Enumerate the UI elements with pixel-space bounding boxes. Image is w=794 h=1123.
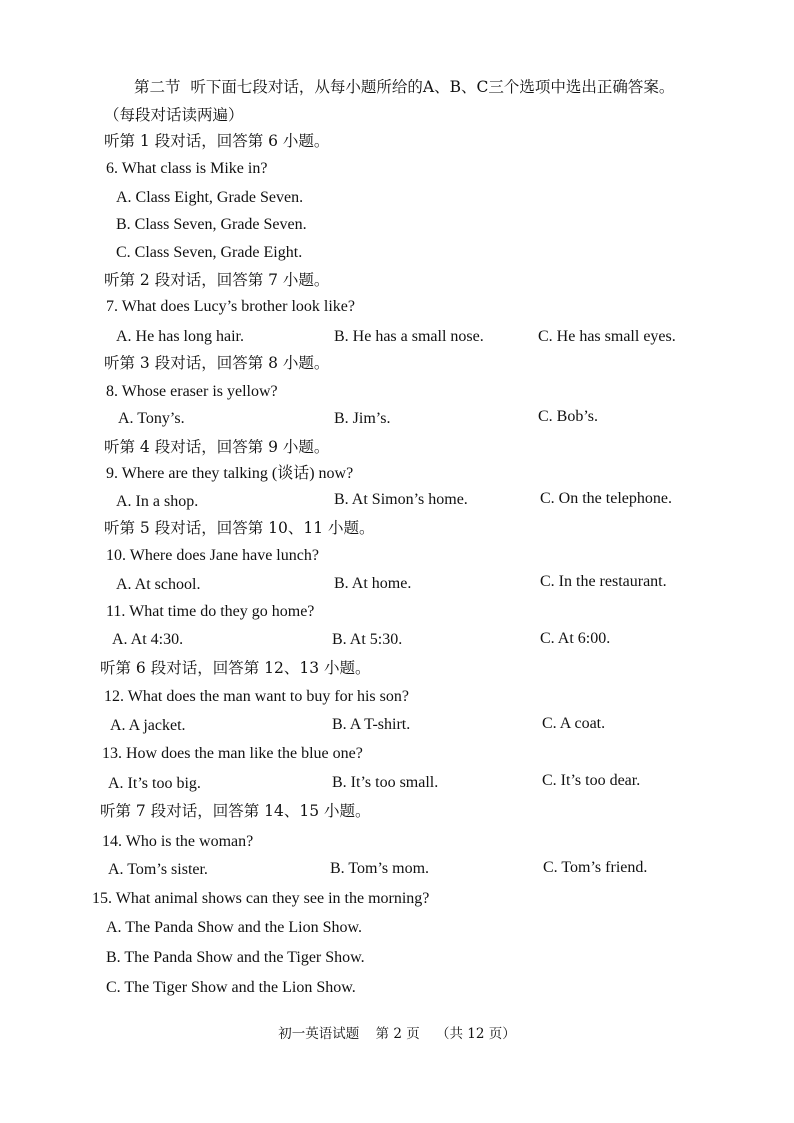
question-8: 8. Whose eraser is yellow? xyxy=(106,383,278,400)
q9-option-a: A. In a shop. xyxy=(116,493,199,510)
q12-option-a: A. A jacket. xyxy=(110,717,186,734)
q6-option-c: C. Class Seven, Grade Eight. xyxy=(116,244,303,261)
dialogue-instruction-6: 听第 6 段对话，回答第 12、13 小题。 xyxy=(100,659,371,677)
q7-option-a: A. He has long hair. xyxy=(116,328,244,345)
section-note: （每段对话读两遍） xyxy=(104,106,244,124)
section-instruction: 听下面七段对话，从每小题所给的A、B、C三个选项中选出正确答案。 xyxy=(190,78,675,96)
q8-option-a: A. Tony’s. xyxy=(118,410,185,427)
footer-page-total: （共 12 页） xyxy=(436,1026,516,1042)
q7-option-b: B. He has a small nose. xyxy=(334,328,484,345)
question-14: 14. Who is the woman? xyxy=(102,833,254,850)
dialogue-instruction-2: 听第 2 段对话，回答第 7 小题。 xyxy=(104,271,330,289)
q14-option-a: A. Tom’s sister. xyxy=(108,861,208,878)
q10-option-a: A. At school. xyxy=(116,576,201,593)
q9-option-c: C. On the telephone. xyxy=(540,490,672,507)
q6-option-b: B. Class Seven, Grade Seven. xyxy=(116,216,307,233)
q6-option-a: A. Class Eight, Grade Seven. xyxy=(116,189,304,206)
dialogue-instruction-1: 听第 1 段对话，回答第 6 小题。 xyxy=(104,132,330,150)
question-10: 10. Where does Jane have lunch? xyxy=(106,547,319,564)
section-title: 第二节 xyxy=(134,78,181,96)
q13-option-a: A. It’s too big. xyxy=(108,775,201,792)
question-6: 6. What class is Mike in? xyxy=(106,160,268,177)
section-heading xyxy=(134,77,674,97)
q15-option-c: C. The Tiger Show and the Lion Show. xyxy=(106,979,356,996)
footer-page-number: 第 2 页 xyxy=(375,1026,420,1042)
footer-exam-title: 初一英语试题 xyxy=(278,1026,360,1042)
question-13: 13. How does the man like the blue one? xyxy=(102,745,363,762)
question-15: 15. What animal shows can they see in the morning? xyxy=(92,890,430,907)
q14-option-c: C. Tom’s friend. xyxy=(543,859,648,876)
dialogue-instruction-3: 听第 3 段对话，回答第 8 小题。 xyxy=(104,354,330,372)
q15-option-a: A. The Panda Show and the Lion Show. xyxy=(106,919,362,936)
question-12: 12. What does the man want to buy for his son? xyxy=(104,688,409,705)
dialogue-instruction-5: 听第 5 段对话，回答第 10、11 小题。 xyxy=(104,519,375,537)
q11-option-b: B. At 5:30. xyxy=(332,631,403,648)
q14-option-b: B. Tom’s mom. xyxy=(330,860,430,877)
dialogue-instruction-4: 听第 4 段对话，回答第 9 小题。 xyxy=(104,438,330,456)
q11-option-c: C. At 6:00. xyxy=(540,630,611,647)
q13-option-c: C. It’s too dear. xyxy=(542,772,641,789)
q13-option-b: B. It’s too small. xyxy=(332,774,439,791)
q15-option-b: B. The Panda Show and the Tiger Show. xyxy=(106,949,365,966)
q7-option-c: C. He has small eyes. xyxy=(538,328,676,345)
q10-option-c: C. In the restaurant. xyxy=(540,573,667,590)
question-11: 11. What time do they go home? xyxy=(106,603,315,620)
q10-option-b: B. At home. xyxy=(334,575,412,592)
q8-option-c: C. Bob’s. xyxy=(538,408,599,425)
q11-option-a: A. At 4:30. xyxy=(112,631,184,648)
question-7: 7. What does Lucy’s brother look like? xyxy=(106,298,355,315)
page-footer xyxy=(0,1022,794,1042)
q12-option-c: C. A coat. xyxy=(542,715,606,732)
q9-option-b: B. At Simon’s home. xyxy=(334,491,468,508)
dialogue-instruction-7: 听第 7 段对话，回答第 14、15 小题。 xyxy=(100,802,371,820)
q8-option-b: B. Jim’s. xyxy=(334,410,391,427)
question-9: 9. Where are they talking (谈话) now? xyxy=(106,465,354,482)
q12-option-b: B. A T-shirt. xyxy=(332,716,411,733)
